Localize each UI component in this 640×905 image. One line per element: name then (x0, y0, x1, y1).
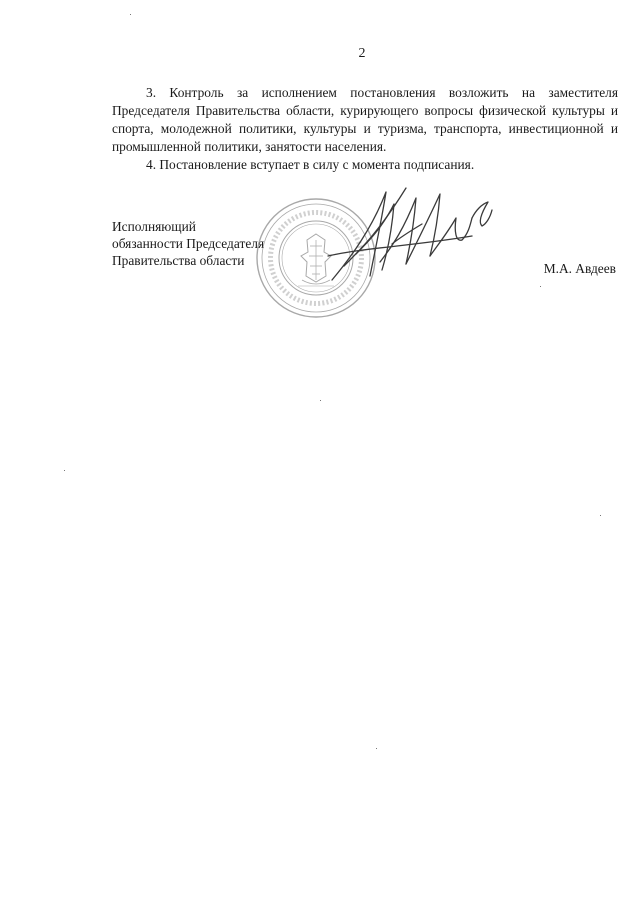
signer-name: М.А. Авдеев (543, 261, 616, 276)
handwritten-signature (322, 184, 498, 294)
paragraph-4: 4. Постановление вступает в силу с момента подписания. (146, 157, 475, 172)
signer-title-line-1: Исполняющий (112, 219, 196, 234)
document-body (112, 84, 618, 174)
signer-title-line-3: Правительства области (112, 253, 245, 268)
scan-speck (130, 14, 131, 15)
scan-speck (540, 286, 541, 287)
scan-speck (320, 400, 321, 401)
signer-title-line-2: обязанности Председателя (112, 236, 265, 251)
paragraph-3: 3. Контроль за исполнением постановления возложить на заместителя Председателя Правительства области, курирующего вопросы физической культуры и спорта, молодежной политики, культуры и туризма, транспорта, инвестиционной и промышленной политики, занятости населения. (112, 85, 618, 154)
page-number: 2 (358, 46, 366, 61)
scan-speck (376, 748, 377, 749)
scan-speck (600, 515, 601, 516)
scan-speck (64, 470, 65, 471)
